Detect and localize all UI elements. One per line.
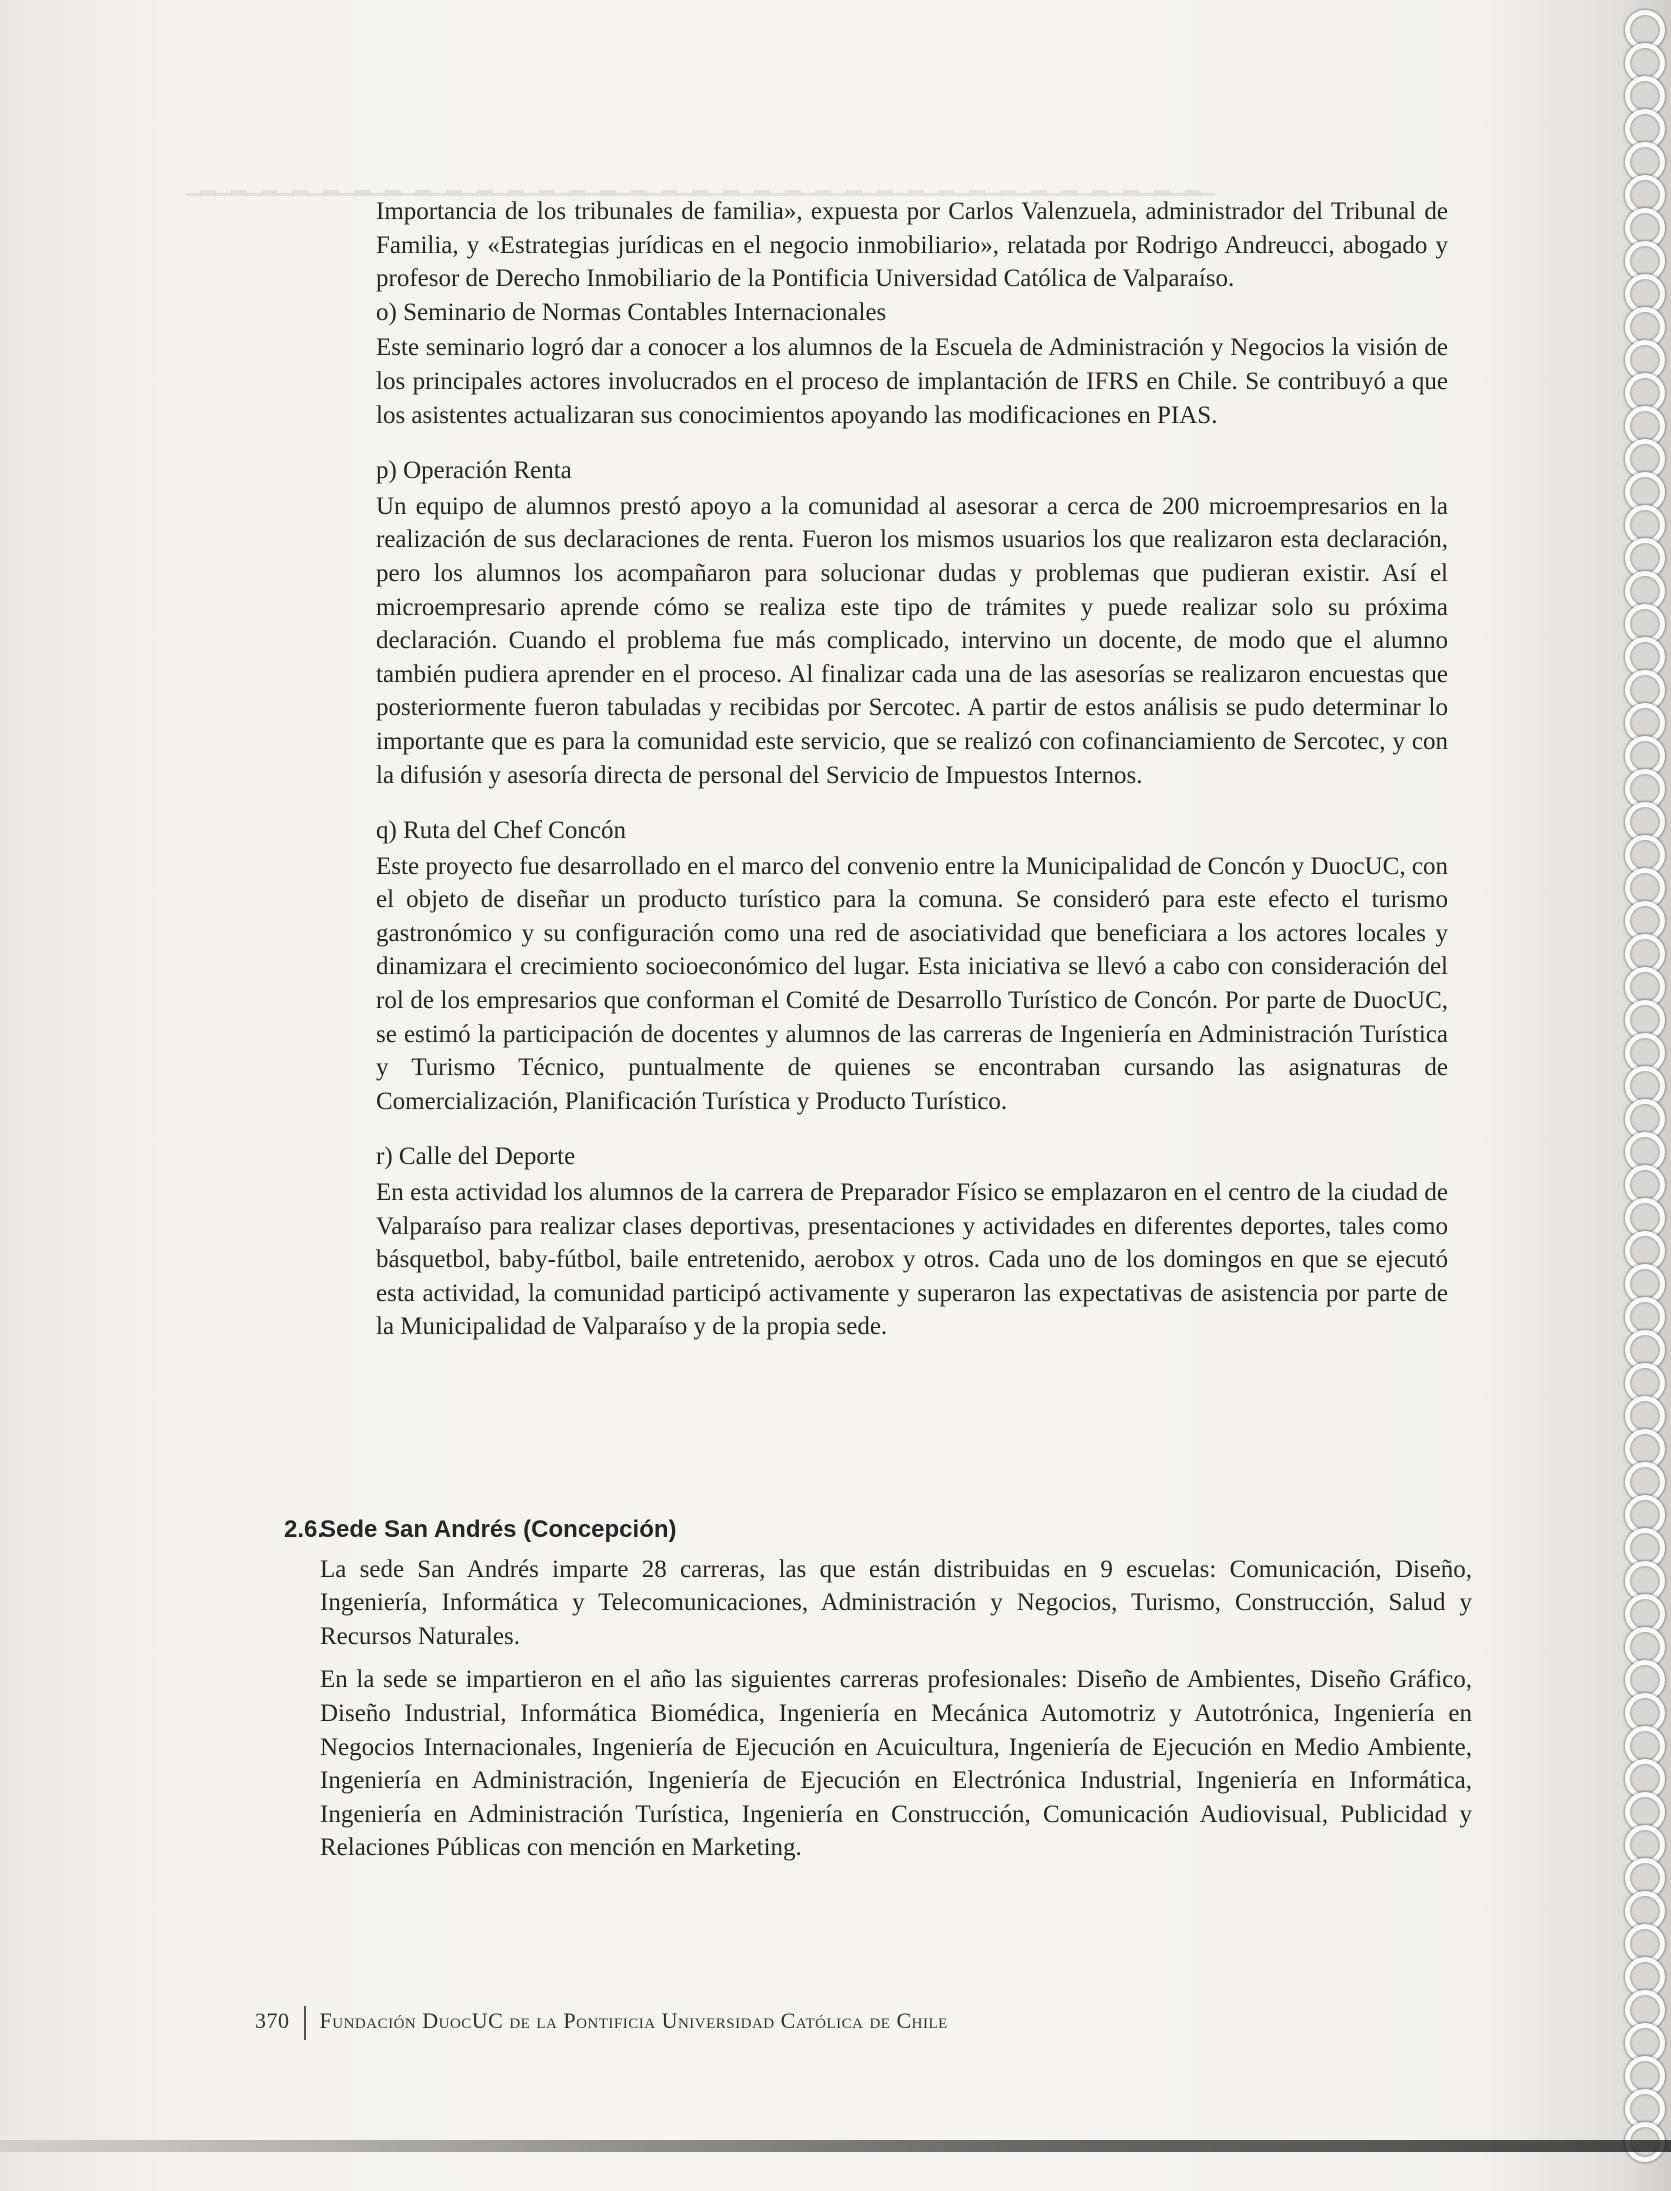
spiral-binding bbox=[1615, 0, 1671, 2191]
subsection-paragraph-p: Un equipo de alumnos prestó apoyo a la comunidad al asesorar a cerca de 200 microempresarios en la realización de sus declaraciones de renta. Fueron los mismos usuarios los que realizaron esta declaración, pero los alumnos los acompañaron para solucionar dudas y problemas que pudieran existir. Así el microempresario aprende cómo se realiza este tipo de trámites y puede realizar solo su próxima declaración. Cuando el problema fue más complicado, intervino un docente, de modo que el alumno también pudiera aprender en el proceso. Al finalizar cada una de las asesorías se realizaron encuestas que posteriormente fueron tabuladas y recibidas por Sercotec. A partir de estos análisis se pudo determinar lo importante que es para la comunidad este servicio, que se realizó con cofinanciamiento de Sercotec, y con la difusión y asesoría directa de personal del Servicio de Impuestos Internos. bbox=[376, 492, 1448, 789]
section-paragraph-2: En la sede se impartieron en el año las siguientes carreras profesionales: Diseño de Ambientes, Diseño Gráfico, Diseño Industrial, Informática Biomédica, Ingeniería en Mecánica Automotriz y Autotrónica, Ingeniería en Negocios Internacionales, Ingeniería de Ejecución en Acuicultura, Ingeniería de Ejecución en Medio Ambiente, Ingeniería en Administración, Ingeniería de Ejecución en Electrónica Industrial, Ingeniería en Informática, Ingeniería en Administración Turística, Ingeniería en Construcción, Comunicación Audiovisual, Publicidad y Relaciones Públicas con mención en Marketing. bbox=[320, 1666, 1472, 1862]
page-footer bbox=[255, 2006, 948, 2040]
subsection-paragraph-q: Este proyecto fue desarrollado en el marco del convenio entre la Municipalidad de Concón y DuocUC, con el objeto de diseñar un producto turístico para la comuna. Se consideró para este efecto el turismo gastronómico y su configuración como una red de asociatividad que beneficiara a los actores locales y dinamizara el crecimiento socioeconómico del lugar. Esta iniciativa se llevó a cabo con consideración del rol de los empresarios que conforman el Comité de Desarrollo Turístico de Concón. Por parte de DuocUC, se estimó la participación de docentes y alumnos de las carreras de Ingeniería en Administración Turística y Turismo Técnico, puntualmente de quienes se encontraban cursando las asignaturas de Comercialización, Planificación Turística y Producto Turístico. bbox=[376, 852, 1448, 1115]
page-number: 370 bbox=[255, 2008, 290, 2034]
bleed-through-texture: ▁▂▁▂▁▂▁▂▁▂▁▂▁▂▁▂▁▂▁▂▁▂▁▂▁▂▁▂▁▂▁▂▁▂▁▂▁▂▁▂▁▂▁▂▁▂▁▂▁▂▁▂▁▂▁▂▁▂▁▂▁▂▁▂▁▂▁ bbox=[185, 174, 1216, 196]
subsection-heading-q: q) Ruta del Chef Concón bbox=[376, 817, 626, 845]
section-number: 2.6. bbox=[284, 1516, 325, 1543]
subsection-heading-r: r) Calle del Deporte bbox=[376, 1143, 576, 1171]
scan-edge-shadow bbox=[0, 2140, 1671, 2152]
subsection-heading-p: p) Operación Renta bbox=[376, 457, 572, 485]
section-sede-san-andres bbox=[284, 1513, 1472, 1865]
subsection-paragraph-o: Este seminario logró dar a conocer a los alumnos de la Escuela de Administración y Negocios la visión de los principales actores involucrados en el proceso de implantación de IFRS en Chile. Se contribuyó a que los asistentes actualizaran sus conocimientos apoyando las modificaciones en PIAS. bbox=[376, 334, 1448, 429]
footer-divider bbox=[304, 2006, 306, 2040]
section-title: Sede San Andrés (Concepción) bbox=[320, 1516, 677, 1543]
subsection-paragraph-r: En esta actividad los alumnos de la carrera de Preparador Físico se emplazaron en el centro de la ciudad de Valparaíso para realizar clases deportivas, presentaciones y actividades en diferentes deportes, tales como básquetbol, baby-fútbol, baile entretenido, aerobox y otros. Cada uno de los domingos en que se ejecutó esta actividad, la comunidad participó activamente y superaron las expectativas de asistencia por parte de la Municipalidad de Valparaíso y de la propia sede. bbox=[376, 1179, 1448, 1341]
subsection-heading-o: o) Seminario de Normas Contables Internacionales bbox=[376, 298, 887, 326]
section-heading bbox=[284, 1513, 1472, 1547]
section-paragraph-1: La sede San Andrés imparte 28 carreras, las que están distribuidas en 9 escuelas: Comunicación, Diseño, Ingeniería, Informática y Telecomunicaciones, Administración y Negocios, Turismo, Construcción, Salud y Recursos Naturales. bbox=[320, 1555, 1472, 1650]
footer-publisher: Fundación DuocUC de la Pontificia Universidad Católica de Chile bbox=[319, 2008, 948, 2034]
continuation-paragraph: Importancia de los tribunales de familia», expuesta por Carlos Valenzuela, administrador del Tribunal de Familia, y «Estrategias jurídicas en el negocio inmobiliario», relatada por Rodrigo Andreucci, abogado y profesor de Derecho Inmobiliario de la Pontificia Universidad Católica de Valparaíso. bbox=[376, 198, 1448, 293]
subsections bbox=[376, 195, 1448, 1344]
